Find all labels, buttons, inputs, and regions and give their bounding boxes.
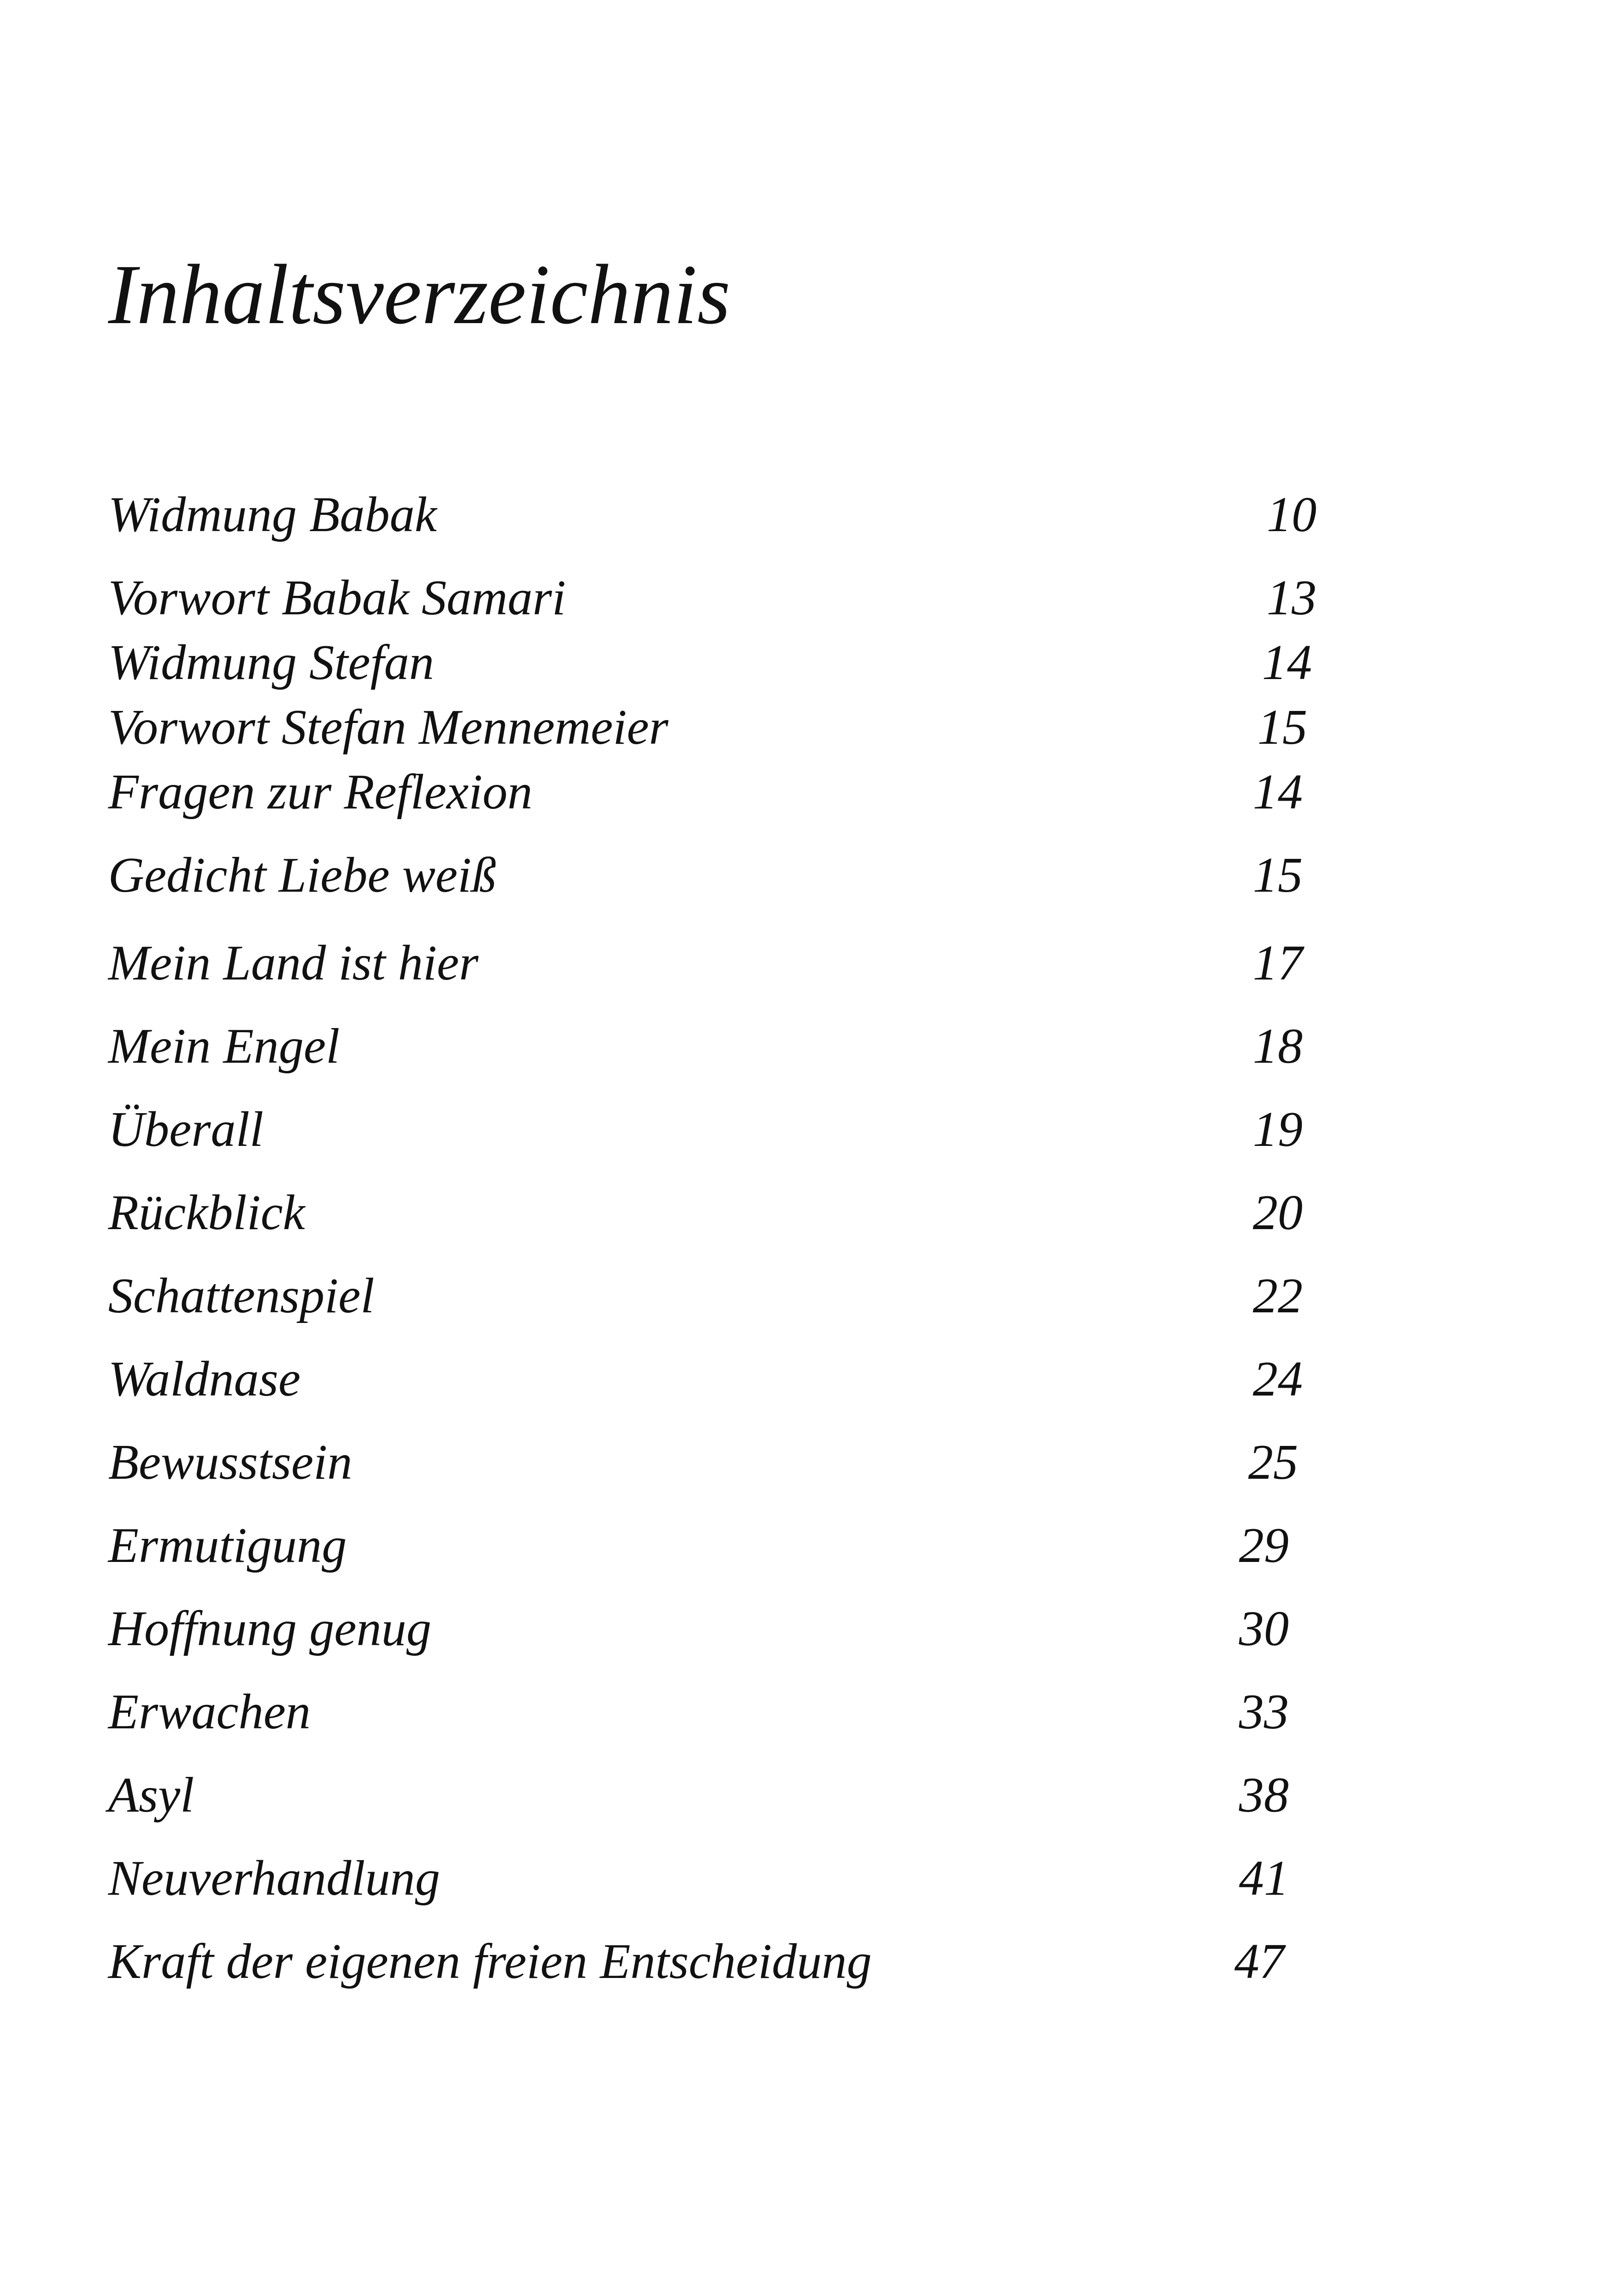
toc-entry-page: 20	[1253, 1185, 1303, 1240]
toc-entry	[0, 1102, 1618, 1165]
toc-entry-title: Vorwort Stefan Mennemeier	[108, 700, 668, 755]
toc-entry-title: Widmung Babak	[108, 487, 437, 542]
toc-entry-page: 14	[1253, 765, 1303, 820]
toc-entry-page: 19	[1253, 1102, 1303, 1157]
toc-entry-title: Kraft der eigenen freien Entscheidung	[108, 1934, 872, 1989]
toc-entry-title: Erwachen	[108, 1684, 311, 1739]
toc-entry	[0, 1518, 1618, 1581]
toc-entry-title: Rückblick	[108, 1185, 305, 1240]
toc-entry	[0, 487, 1618, 550]
toc-entry-page: 14	[1262, 635, 1312, 690]
toc-entry	[0, 1601, 1618, 1664]
toc-entry-page: 29	[1239, 1518, 1289, 1573]
page-title: Inhaltsverzeichnis	[108, 247, 731, 342]
toc-entry-page: 38	[1239, 1768, 1289, 1823]
toc-entry-page: 15	[1257, 700, 1307, 755]
toc-entry-title: Überall	[108, 1102, 264, 1157]
toc-entry	[0, 635, 1618, 698]
toc-entry-page: 24	[1253, 1352, 1303, 1407]
toc-entry-page: 25	[1248, 1435, 1298, 1490]
toc-entry-title: Hoffnung genug	[108, 1601, 431, 1656]
toc-entry	[0, 700, 1618, 763]
toc-entry	[0, 1435, 1618, 1498]
toc-entry-title: Gedicht Liebe weiß	[108, 848, 496, 903]
toc-entry-title: Widmung Stefan	[108, 635, 434, 690]
toc-entry-title: Asyl	[108, 1768, 194, 1823]
toc-entry-page: 10	[1267, 487, 1317, 542]
toc-entry-page: 13	[1267, 570, 1317, 625]
toc-entry-title: Ermutigung	[108, 1518, 347, 1573]
toc-entry-page: 22	[1253, 1268, 1303, 1323]
toc-entry	[0, 570, 1618, 633]
toc-entry-page: 33	[1239, 1684, 1289, 1739]
toc-entry	[0, 848, 1618, 911]
toc-entry-page: 18	[1253, 1019, 1303, 1074]
toc-entry-title: Bewusstsein	[108, 1435, 352, 1490]
toc-entry-title: Schattenspiel	[108, 1268, 374, 1323]
toc-entry	[0, 1851, 1618, 1914]
toc-entry	[0, 1354, 1618, 1414]
toc-entry	[0, 938, 1618, 998]
toc-entry-page: 47	[1234, 1934, 1284, 1989]
toc-entry	[0, 1268, 1618, 1331]
toc-entry-page: 41	[1239, 1851, 1289, 1906]
toc-entry-page: 15	[1253, 848, 1303, 903]
toc-entry	[0, 1185, 1618, 1248]
toc-entry-page: 17	[1253, 936, 1303, 991]
toc-entry-title: Mein Engel	[108, 1019, 340, 1074]
toc-entry-title: Fragen zur Reflexion	[108, 765, 533, 820]
toc-entry-title: Vorwort Babak Samari	[108, 570, 566, 625]
toc-entry-title: Mein Land ist hier	[108, 936, 478, 991]
toc-entry-page: 30	[1239, 1601, 1289, 1656]
toc-entry	[0, 1019, 1618, 1082]
toc-entry	[0, 1770, 1618, 1831]
toc-entry-title: Neuverhandlung	[108, 1851, 440, 1906]
toc-entry	[0, 1934, 1618, 1997]
toc-entry-title: Waldnase	[108, 1352, 301, 1407]
toc-entry	[0, 767, 1618, 827]
toc-entry	[0, 1684, 1618, 1747]
